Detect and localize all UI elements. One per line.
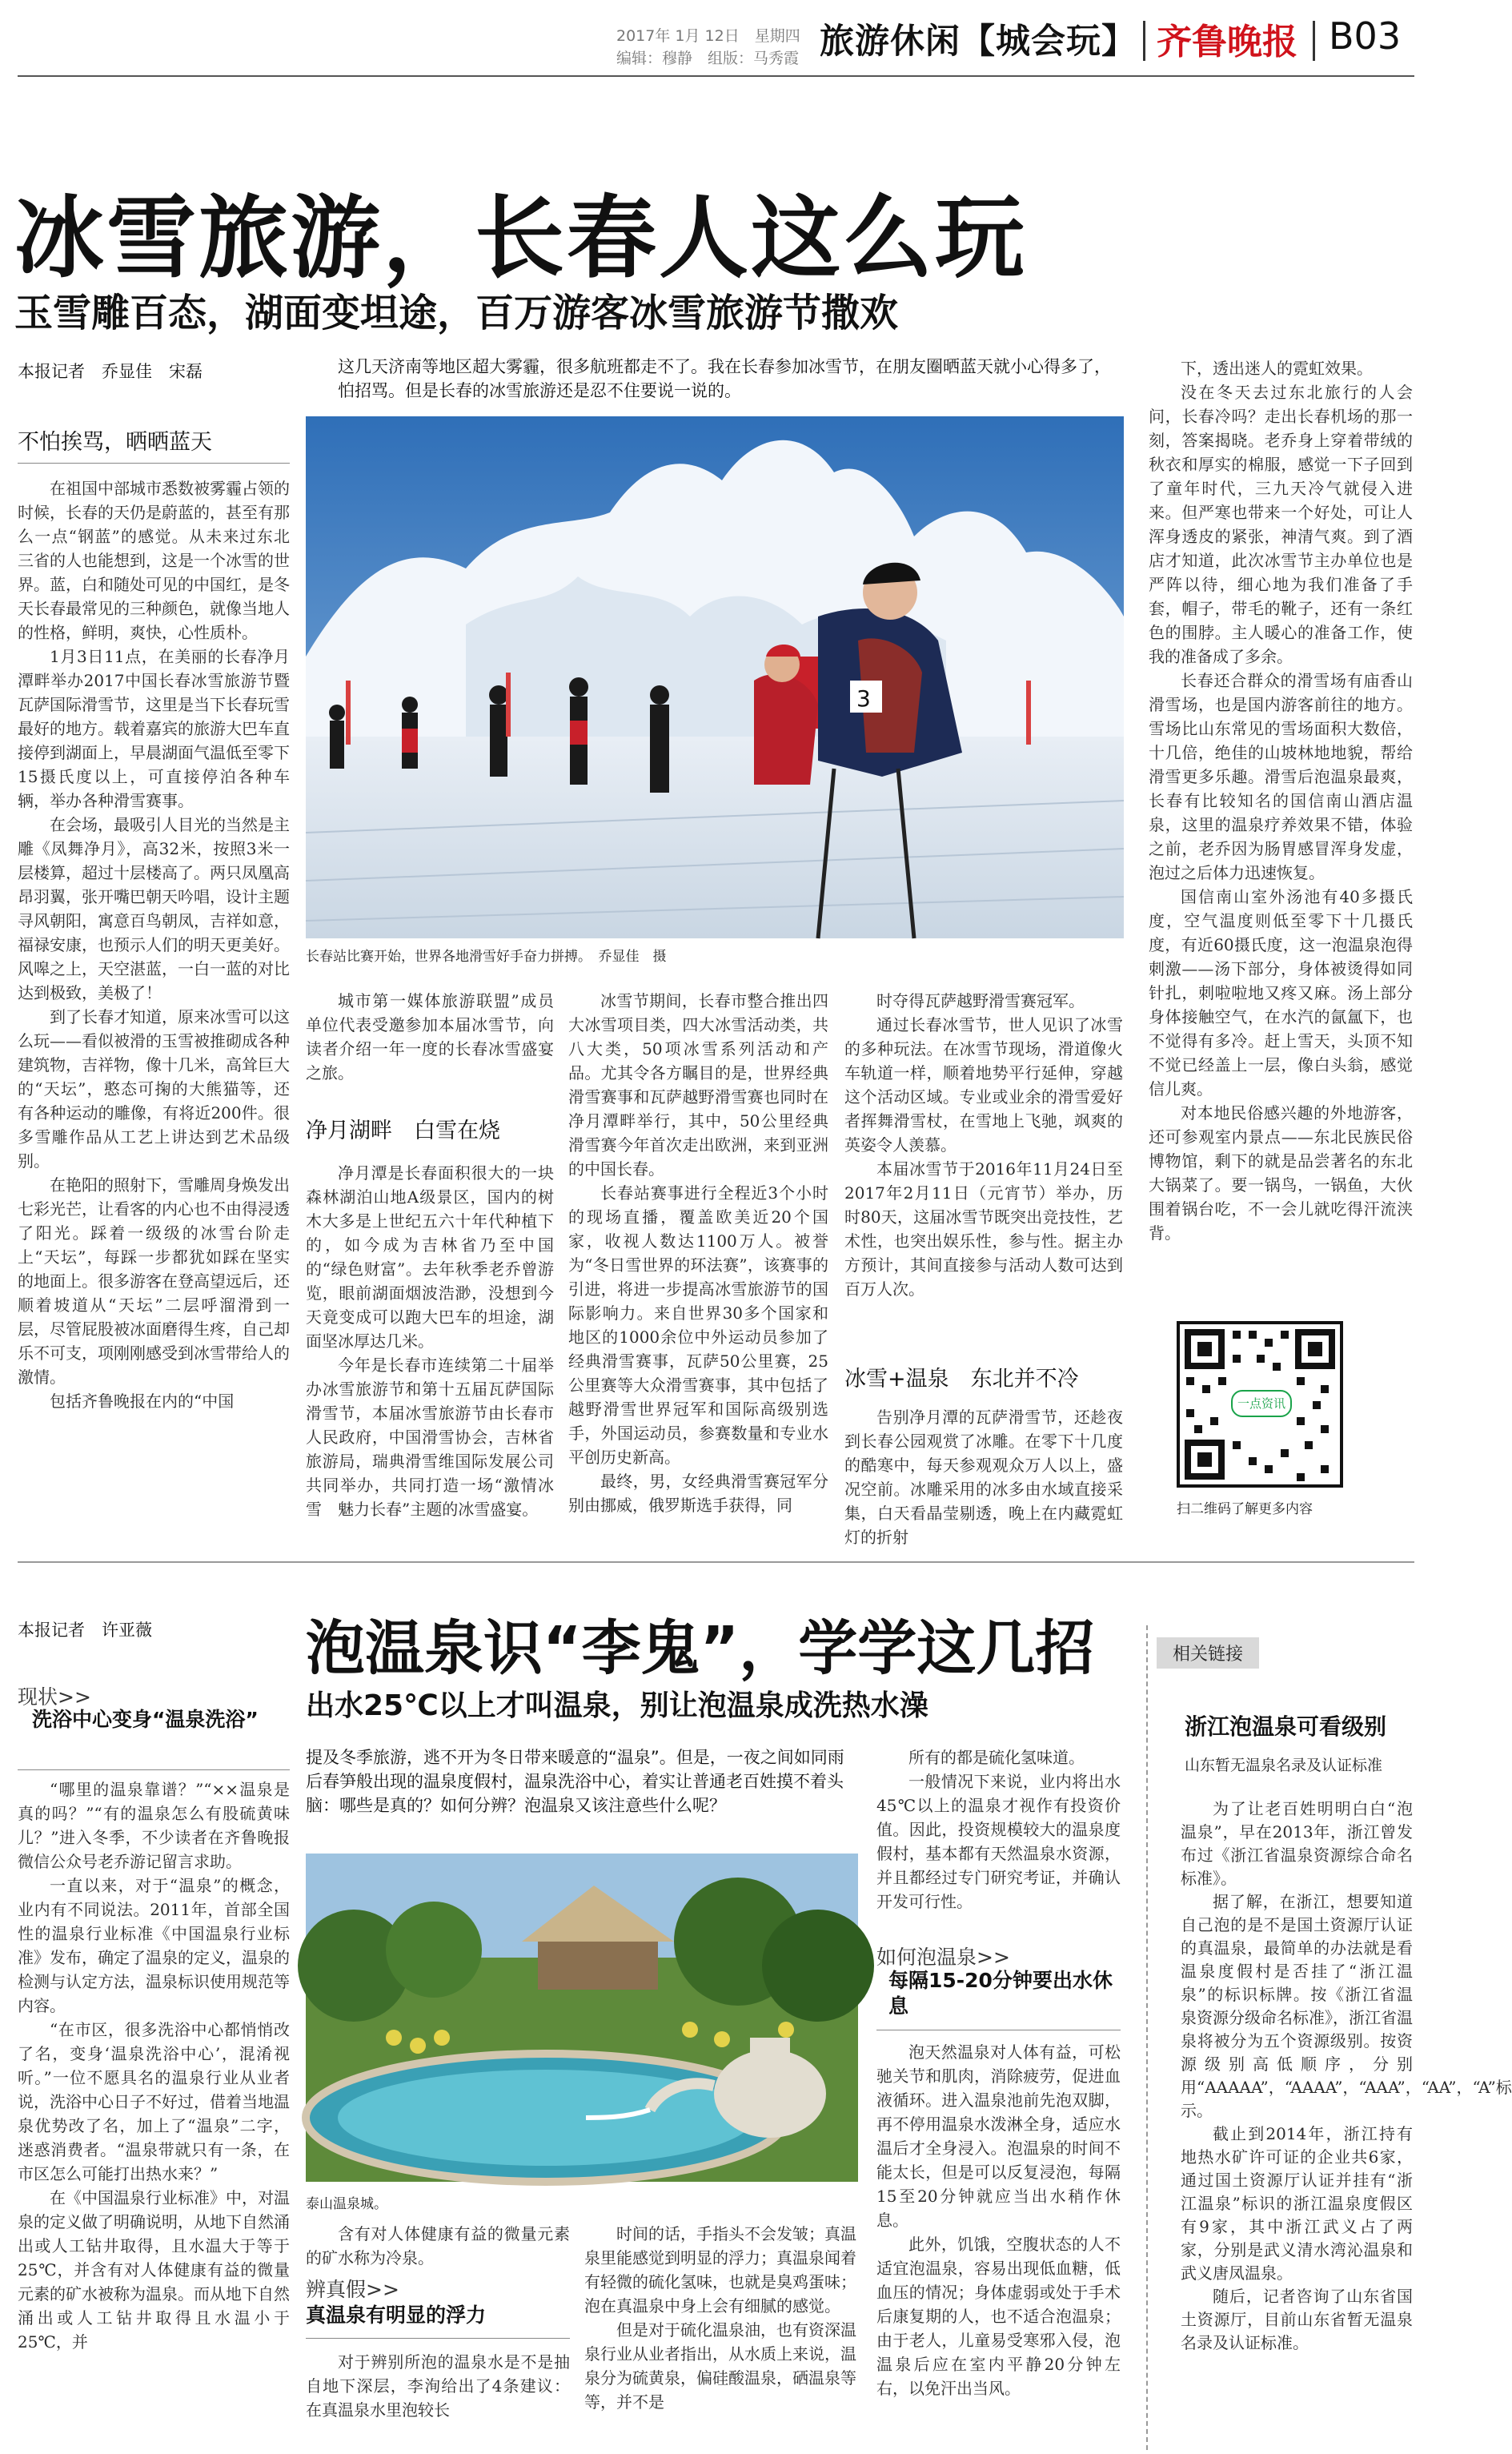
tag1-rule <box>18 1769 290 1770</box>
paragraph: 包括齐鲁晚报在内的“中国 <box>50 1392 235 1411</box>
qr-code[interactable] <box>1177 1321 1343 1488</box>
paragraph: 净月潭是长春面积很大的一块森林湖泊山地A级景区，国内的树木大多是上世纪五六十年代种植下的，如今成为吉林省乃至中国的“绿色财富”。去年秋季老乔曾游览，眼前湖面烟波浩渺，没想到今天竟变成可以跑大巴车的坦途，湖面坚冰厚达几米。 <box>306 1163 554 1351</box>
paragraph: 对于辨别所泡的温泉水是不是抽自地下深层，李洵给出了4条建议：在真温泉水里泡较长 <box>306 2352 570 2420</box>
article1-column-5 <box>1149 356 1413 1289</box>
article2-column-2 <box>306 2222 570 2270</box>
header-editors: 编辑：穆静 组版：马秀霞 <box>616 50 800 67</box>
paragraph: 1月3日11点，在美丽的长春净月潭畔举办2017中国长春冰雪旅游节暨瓦萨国际滑雪节，这里是当下长春玩雪最好的地方。载着嘉宾的旅游大巴车直接停到湖面上，早晨湖面气温低至零下15摄氏度以上，可直接停泊各种车辆，举办各种滑雪赛事。 <box>18 647 290 810</box>
article2-tag-howto: 如何泡温泉>> <box>876 1946 1010 1969</box>
paragraph: 所有的都是硫化氢味道。 <box>908 1748 1085 1767</box>
svg-text:3: 3 <box>856 685 871 712</box>
page-number: B03 <box>1329 14 1402 58</box>
hot-spring-caption: 泰山温泉城。 <box>306 2196 387 2212</box>
paragraph: 城市第一媒体旅游联盟”成员单位代表受邀参加本届冰雪节，向读者介绍一年一度的长春冰雪盛宴之旅。 <box>306 991 554 1082</box>
article2-tag-verify: 辨真假>> <box>306 2278 399 2301</box>
article1-column-2b <box>306 1161 554 1549</box>
qr-caption: 扫二维码了解更多内容 <box>1177 1501 1313 1517</box>
article2-column-1 <box>18 1777 290 2446</box>
article1-column-4 <box>844 989 1123 1301</box>
article1-column-4b <box>844 1405 1123 1549</box>
sidebar-body <box>1181 1797 1512 2446</box>
paragraph: 到了长春才知道，原来冰雪可以这么玩——看似被滑的玉雪被推砌成各种建筑物，吉祥物，像十几米，高耸巨大的“天坛”，憨态可掬的大熊猫等，还有各种运动的雕像，有将近200件。很多雪雕作品从工艺上讲达到艺术品级别。 <box>18 1007 290 1171</box>
paragraph: 长春站赛事进行全程近3个小时的现场直播，覆盖欧美近20个国家，收视人数达1100万人。被誉为“冬日雪世界的环法赛”，该赛事的引进，将进一步提高冰雪旅游节的国际影响力。来自世界30多个国家和地区的1000余位中外运动员参加了经典滑雪赛事，瓦萨50公里赛，25公里赛等大众滑雪赛事，其中包括了越野滑雪世界冠军和国际高级别选手，外国运动员，参赛数量和专业水平创历史新高。 <box>568 1183 828 1467</box>
article2-tag-status: 现状>> <box>18 1685 91 1709</box>
article1-subheadline: 玉雪雕百态，湖面变坦途，百万游客冰雪旅游节撒欢 <box>14 291 899 335</box>
paragraph: 下，透出迷人的霓虹效果。 <box>1181 359 1373 378</box>
sidebar-tag: 相关链接 <box>1157 1637 1259 1669</box>
tag2-rule <box>306 2338 570 2339</box>
article2-column-2b <box>306 2350 570 2446</box>
paragraph: 最终，男，女经典滑雪赛冠军分别由挪威，俄罗斯选手获得，同 <box>568 1472 828 1515</box>
paragraph: 在会场，最吸引人目光的当然是主雕《凤舞净月》，高32米，按照3米一层楼算，超过十层楼高了。两只凤凰高昂羽翼，张开嘴巴朝天吟唱，设计主题寻风朝阳，寓意百鸟朝凤，吉祥如意，福禄安康，也预示人们的明天更美好。风嗥之上，天空湛蓝，一白一蓝的对比达到极致，美极了！ <box>18 815 290 1002</box>
paragraph: 随后，记者咨询了山东省国土资源厅，目前山东省暂无温泉名录及认证标准。 <box>1181 2287 1413 2352</box>
article-divider <box>18 1561 1414 1563</box>
article2-tag1-title: 洗浴中心变身“温泉洗浴” <box>32 1708 259 1731</box>
paragraph: 冰雪节期间，长春市整合推出四大冰雪项目类，四大冰雪活动类，共八大类，50项冰雪系列活动和产品。尤其令各方瞩目的是，世界经典滑雪赛事和瓦萨越野滑雪赛也同时在净月潭畔举行，其中，50公里经典滑雪赛今年首次走出欧洲，来到亚洲的中国长春。 <box>568 991 828 1179</box>
paragraph: “在市区，很多洗浴中心都悄悄改了名，变身‘温泉洗浴中心’，混淆视听。”一位不愿具名的温泉行业从业者说，洗浴中心日子不好过，借着当地温泉优势改了名，加上了“温泉”二字，迷惑消费者。“温泉带就只有一条，在市区怎么可能打出热水来？” <box>18 2020 290 2183</box>
qr-center-logo: 一点资讯 <box>1231 1390 1292 1417</box>
paragraph: 时夺得瓦萨越野滑雪赛冠军。 <box>876 991 1085 1010</box>
article1-headline: 冰雪旅游，长春人这么玩 <box>14 187 1027 291</box>
paragraph: 通过长春冰雪节，世人见识了冰雪的多种玩法。在冰雪节现场，滑道像火车轨道一样，顺着地势平行延伸，穿越这个活动区域。专业或业余的滑雪爱好者挥舞滑雪杖，在雪地上飞驰，飒爽的英姿令人羡慕。 <box>844 1015 1123 1155</box>
paragraph: 今年是长春市连续第二十届举办冰雪旅游节和第十五届瓦萨国际滑雪节，本届冰雪旅游节由长春市人民政府，中国滑雪协会，吉林省旅游局，瑞典滑雪维国际发展公司共同举办，共同打造一场“激情冰雪 魅力长春”主题的冰雪盛宴。 <box>306 1356 554 1519</box>
header-rule <box>18 75 1414 77</box>
hot-spring-photo <box>306 1854 858 2182</box>
paragraph: 截止到2014年，浙江持有地热水矿许可证的企业共6家，通过国土资源厅认证并挂有“浙江温泉”标识的浙江温泉度假区有9家，其中浙江武义占了两家，分别是武义清水湾沁温泉和武义唐凤温泉。 <box>1181 2124 1413 2283</box>
article1-intro: 这几天济南等地区超大雾霾，很多航班都走不了。我在长春参加冰雪节，在朋友圈晒蓝天就小心得多了，怕招骂。但是长春的冰雪旅游还是忍不住要说一说的。 <box>338 357 1111 400</box>
article2-headline: 泡温泉识“李鬼”，学学这几招 <box>306 1614 1095 1683</box>
paragraph: 为了让老百姓明明白白“泡温泉”，早在2013年，浙江曾发布过《浙江省温泉资源综合命名标准》。 <box>1181 1799 1413 1888</box>
paragraph: 在艳阳的照射下，雪雕周身焕发出七彩光芒，让看客的内心也不由得浸透了阳光。踩着一级级的冰雪台阶走上“天坛”，每踩一步都犹如踩在坚实的地面上。很多游客在登高望远后，还顺着坡道从“天坛”二层呼溜滑到一层，尽管屁股被冰面磨得生疼，自己却乐不可支，项刚刚感受到冰雪带给人的激情。 <box>18 1175 290 1387</box>
paragraph: 一般情况下来说，业内将出水45℃以上的温泉才视作有投资价值。因此，投资规模较大的温泉度假村，基本都有天然温泉水资源，并且都经过专门研究考证，并确认开发可行性。 <box>876 1772 1121 1911</box>
article2-column-3 <box>584 2222 856 2446</box>
paragraph: 在《中国温泉行业标准》中，对温泉的定义做了明确说明，从地下自然涌出或人工钻井取得，且水温大于等于25℃，并含有对人体健康有益的微量元素的矿水被称为温泉。而从地下自然涌出或人工钻井取得且水温小于25℃，并 <box>18 2188 290 2352</box>
article2-column-4b <box>876 2040 1121 2446</box>
header-date: 2017年 1月 12日 星期四 <box>616 27 800 45</box>
paragraph: 本届冰雪节于2016年11月24日至2017年2月11日（元宵节）举办，历时80天，这届冰雪节既突出竞技性，艺术性，也突出娱乐性，参与性。据主办方预计，其间直接参与活动人数可达到百万人次。 <box>844 1159 1123 1299</box>
article1-column-3 <box>568 989 828 1549</box>
sidebar-title: 浙江泡温泉可看级别 <box>1185 1713 1387 1740</box>
paragraph: 一直以来，对于“温泉”的概念，业内有不同说法。2011年，首部全国性的温泉行业标准《中国温泉行业标准》发布，确定了温泉的定义，温泉的检测与认定方法，温泉标识使用规范等内容。 <box>18 1876 290 2015</box>
paragraph: 泡天然温泉对人体有益，可松驰关节和肌肉，消除疲劳，促进血液循环。进入温泉池前先泡双脚，再不停用温泉水泼淋全身，适应水温后才全身浸入。泡温泉的时间不能太长，但是可以反复浸泡，每隔15至20分钟就应当出水稍作休息。 <box>876 2042 1121 2230</box>
article2-subheadline: 出水25℃以上才叫温泉，别让泡温泉成洗热水澡 <box>306 1689 928 1722</box>
paragraph: 在祖国中部城市悉数被雾霾占领的时候，长春的天仍是蔚蓝的，甚至有那么一点“钢蓝”的感觉。从未来过东北三省的人也能想到，这是一个冰雪的世界。蓝，白和随处可见的中国红，是冬天长春最常见的三种颜色，就像当地人的性格，鲜明，爽快，心性质朴。 <box>18 479 290 642</box>
paragraph: 对本地民俗感兴趣的外地游客，还可参观室内景点——东北民族民俗博物馆，剩下的就是品尝著名的东北大锅菜了。要一锅鸟，一锅鱼，大伙围着锅台吃，不一会儿就吃得汗流浃背。 <box>1149 1103 1413 1243</box>
ski-photo-caption: 长春站比赛开始，世界各地滑雪好手奋力拼搏。 乔显佳 摄 <box>306 949 667 965</box>
paragraph: 时间的话，手指头不会发皱；真温泉里能感觉到明显的浮力；真温泉闻着有轻微的硫化氢味，也就是臭鸡蛋味；泡在真温泉中身上会有细腻的感觉。 <box>584 2224 856 2315</box>
paragraph: “哪里的温泉靠谱？”“××温泉是真的吗？”“有的温泉怎么有股硫黄味儿？”进入冬季，不少读者在齐鲁晚报微信公众号老乔游记留言求助。 <box>18 1780 290 1871</box>
sidebar-subtitle: 山东暂无温泉名录及认证标准 <box>1185 1757 1383 1774</box>
header-section-title: 旅游休闲【城会玩】 <box>820 22 1137 62</box>
article2-column-4 <box>876 1745 1121 1914</box>
newspaper-logo: 齐鲁晚报 <box>1157 22 1297 62</box>
article1-column-2 <box>306 989 554 1085</box>
article1-byline: 本报记者 乔显佳 宋磊 <box>18 362 203 381</box>
paragraph: 据了解，在浙江，想要知道自己泡的是不是国土资源厅认证的真温泉，最简单的办法就是看温泉度假村是否挂了“浙江温泉”的标识标牌。按《浙江省温泉资源分级命名标准》，浙江省温泉将被分为五个资源级别。按资源级别高低顺序，分别用“AAAAA”，“AAAA”，“AAA”，“AA”，“A”标示。 <box>1181 1892 1512 2120</box>
paragraph: 长春还合群众的滑雪场有庙香山滑雪场，也是国内游客前往的地方。雪场比山东常见的雪场面积大数倍，十几倍，绝佳的山坡林地地貌，帮给滑雪更多乐趣。滑雪后泡温泉最爽，长春有比较知名的国信南山酒店温泉，这里的温泉疗养效果不错，体验之前，老乔因为肠胃感冒浑身发虚，泡过之后体力迅速恢复。 <box>1149 671 1413 882</box>
article1-column-1 <box>18 476 290 1549</box>
article2-byline: 本报记者 许亚薇 <box>18 1621 152 1640</box>
article2-tag2-title: 真温泉有明显的浮力 <box>306 2303 487 2327</box>
article2-tag3-title: 每隔15-20分钟要出水休息 <box>888 1969 1113 2018</box>
header-divider-1 <box>1143 21 1145 61</box>
ski-race-photo <box>306 416 1124 938</box>
article1-section3-title: 冰雪+温泉 东北并不冷 <box>844 1367 1079 1392</box>
paragraph: 此外，饥饿，空腹状态的人不适宜泡温泉，容易出现低血糖，低血压的情况；身体虚弱或处于手术后康复期的人，也不适合泡温泉；由于老人，儿童易受寒邪入侵，泡温泉后应在室内平静20分钟左右，以免汗出当风。 <box>876 2235 1121 2398</box>
paragraph: 但是对于硫化温泉油，也有资深温泉行业从业者指出，从水质上来说，温泉分为硫黄泉，偏硅酸温泉，硒温泉等等，并不是 <box>584 2320 856 2412</box>
article1-section1-title: 不怕挨骂，晒晒蓝天 <box>18 430 212 455</box>
paragraph: 含有对人体健康有益的微量元素的矿水称为冷泉。 <box>306 2224 570 2267</box>
paragraph: 告别净月潭的瓦萨滑雪节，还趁夜到长春公园观赏了冰雕。在零下十几度的酷寒中，每天参观观众万人以上，盛况空前。冰雕采用的冰多由水域直接采集，白天看晶莹剔透，晚上在内藏霓虹灯的折射 <box>844 1408 1123 1547</box>
article1-section2-title: 净月湖畔 白雪在烧 <box>306 1119 500 1143</box>
paragraph: 国信南山室外汤池有40多摄氏度，空气温度则低至零下十几摄氏度，有近60摄氏度，这一泡温泉泡得刺激——汤下部分，身体被烫得如同针扎，刺啦啦地又疼又麻。汤上部分身体接触空气，在水汽的氤氲下，也不觉得有多冷。赶上雪天，头顶不知不觉已经盖上一层，像白头翁，感觉信儿爽。 <box>1149 887 1413 1098</box>
paragraph: 没在冬天去过东北旅行的人会问，长春冷吗？走出长春机场的那一刻，答案揭晓。老乔身上穿着带绒的秋衣和厚实的棉服，感觉一下子回到了童年时代，三九天冷气就侵入进来。但严寒也带来一个好处，可让人浑身透皮的紧张，神清气爽。到了酒店才知道，此次冰雪节主办单位也是严阵以待，细心地为我们准备了手套，帽子，带毛的靴子，还有一条红色的围脖。主人暖心的准备工作，使我的准备成了多余。 <box>1149 383 1413 666</box>
header-divider-2 <box>1313 21 1315 61</box>
section1-rule <box>18 463 290 464</box>
article2-intro: 提及冬季旅游，逃不开为冬日带来暖意的“温泉”。但是，一夜之间如同雨后春笋般出现的温泉度假村，温泉洗浴中心，着实让普通老百姓摸不着头脑：哪些是真的？如何分辨？泡温泉又该注意些什么呢？ <box>306 1748 844 1815</box>
